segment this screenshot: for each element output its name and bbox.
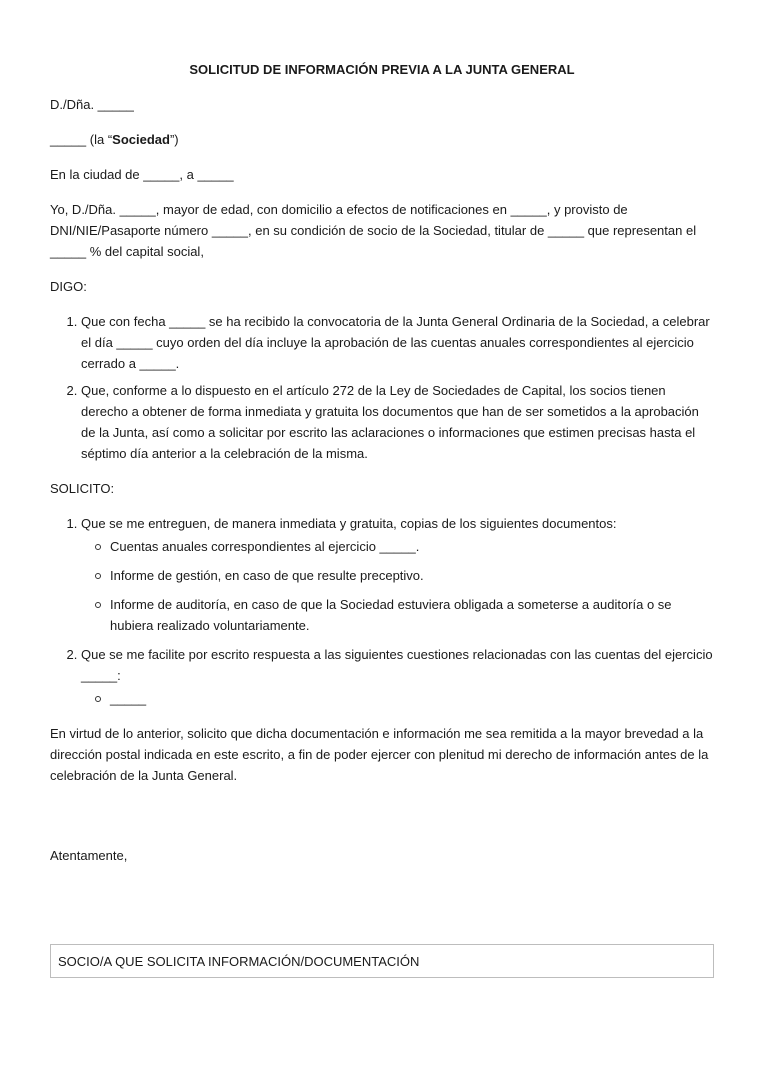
document-page xyxy=(50,60,714,880)
circle-bullet-icon xyxy=(95,602,101,608)
digo-list xyxy=(50,311,714,464)
company-open: (la “ xyxy=(86,132,113,147)
circle-bullet-icon xyxy=(95,544,101,550)
company-line xyxy=(50,129,714,150)
company-close: ”) xyxy=(169,132,179,147)
company-blank: _____ xyxy=(50,132,87,147)
company-defined-term: Sociedad xyxy=(112,132,170,147)
solicito-item-text: Que se me facilite por escrito respuesta a las siguientes cuestiones relacionadas con las cuentas del ejercicio _____: xyxy=(81,647,713,683)
solicito-heading: SOLICITO: xyxy=(50,481,115,496)
document-sublist xyxy=(81,536,714,636)
addressee-line: D./Dña. _____ xyxy=(50,97,134,112)
closing-paragraph: En virtud de lo anterior, solicito que dicha documentación e información me sea remitida a la mayor brevedad a la dirección postal indicada en este escrito, a fin de poder ejercer con plenitud mi derecho de información antes de la celebración de la Junta General. xyxy=(50,726,709,783)
question-sublist xyxy=(81,688,714,709)
sublist-item-text: Cuentas anuales correspondientes al ejercicio _____. xyxy=(110,539,420,554)
document-title: SOLICITUD DE INFORMACIÓN PREVIA A LA JUNTA GENERAL xyxy=(189,62,575,77)
digo-item: 1. Que con fecha _____ se ha recibido la convocatoria de la Junta General Ordinaria de la Sociedad, a celebrar el día _____ cuyo orden del día incluye la aprobación de las cuentas anuales correspondientes al ejercicio cerrado a _____. xyxy=(81,311,714,374)
circle-bullet-icon xyxy=(95,573,101,579)
place-date-line: En la ciudad de _____, a _____ xyxy=(50,167,234,182)
intro-paragraph: Yo, D./Dña. _____, mayor de edad, con domicilio a efectos de notificaciones en _____, y provisto de DNI/NIE/Pasaporte número _____, en su condición de socio de la Sociedad, titular de _____ que representan el _____ % del capital social, xyxy=(50,202,697,259)
sublist-item-text: Informe de auditoría, en caso de que la Sociedad estuviera obligada a someterse a auditoría o se hubiera realizado voluntariamente. xyxy=(110,597,672,633)
sublist-item xyxy=(95,594,714,636)
sublist-item xyxy=(95,688,714,709)
solicito-item xyxy=(81,513,714,636)
signature-label: SOCIO/A QUE SOLICITA INFORMACIÓN/DOCUMENTACIÓN xyxy=(58,954,420,969)
sublist-item xyxy=(95,536,714,557)
spacer xyxy=(50,800,714,845)
digo-item: 2. Que, conforme a lo dispuesto en el artículo 272 de la Ley de Sociedades de Capital, los socios tienen derecho a obtener de forma inmediata y gratuita los documentos que han de ser sometidos a la aprobación de la Junta, así como a solicitar por escrito las aclaraciones o informaciones que estimen precisas hasta el séptimo día anterior a la celebración de la misma. xyxy=(81,380,714,464)
solicito-list xyxy=(50,513,714,709)
solicito-item-text: Que se me entreguen, de manera inmediata y gratuita, copias de los siguientes documentos: xyxy=(81,516,617,531)
sublist-item-text: _____ xyxy=(110,691,147,706)
signature-box xyxy=(50,944,714,978)
sublist-item-text: Informe de gestión, en caso de que resulte preceptivo. xyxy=(110,568,424,583)
circle-bullet-icon xyxy=(95,696,101,702)
digo-heading: DIGO: xyxy=(50,279,87,294)
solicito-item xyxy=(81,644,714,709)
sublist-item xyxy=(95,565,714,586)
regards-line: Atentamente, xyxy=(50,848,128,863)
